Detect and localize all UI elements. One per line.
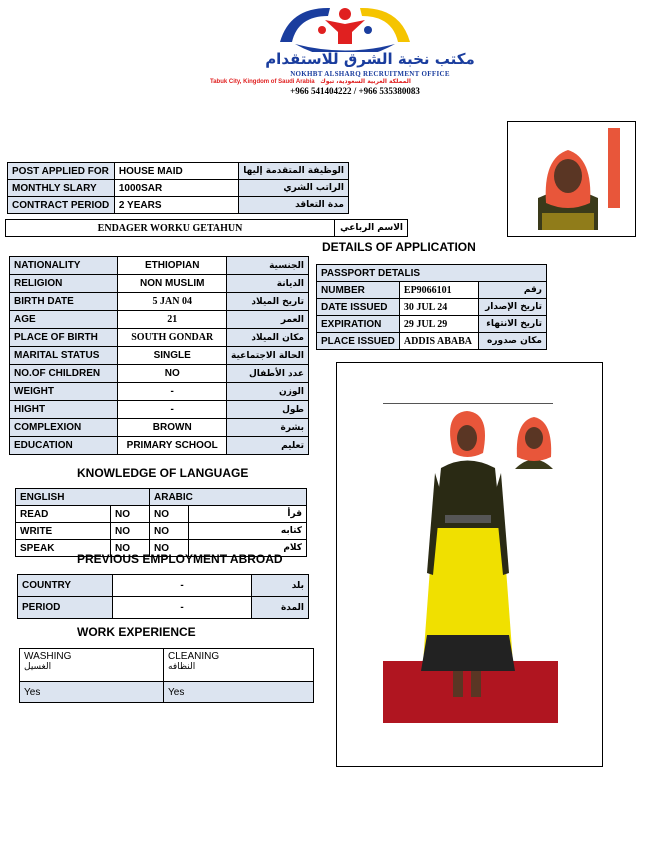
details-row <box>10 293 309 311</box>
arabic-monthly-salary: الراتب الشري <box>239 180 349 197</box>
company-arabic-name: مكتب نخبة الشرق للاستقدام <box>265 50 475 68</box>
work-experience-header-row <box>20 649 314 682</box>
passport-row <box>317 316 547 333</box>
value-monthly-salary: 1000SAR <box>114 180 238 197</box>
details-arabic: طول <box>227 401 309 419</box>
details-label: PLACE OF BIRTH <box>10 329 118 347</box>
details-value: 21 <box>118 311 227 329</box>
details-table <box>9 256 309 455</box>
details-row <box>10 347 309 365</box>
details-row <box>10 437 309 455</box>
passport-label: NUMBER <box>317 282 400 299</box>
arabic-contract-period: مدة التعاقد <box>239 197 349 214</box>
row-full-name <box>6 220 408 237</box>
address-arabic: المملكة العربية السعودية، تبوك <box>320 78 411 85</box>
passport-row <box>317 282 547 299</box>
work-item-cleaning <box>164 649 314 682</box>
language-row <box>16 506 307 523</box>
passport-arabic: تاريخ الإصدار <box>478 299 546 316</box>
row-monthly-salary <box>8 180 349 197</box>
details-label: NATIONALITY <box>10 257 118 275</box>
details-label: NO.OF CHILDREN <box>10 365 118 383</box>
passport-arabic: رقم <box>478 282 546 299</box>
previous-employment-value: - <box>113 575 252 597</box>
language-header-row <box>16 489 307 506</box>
previous-employment-label: PERIOD <box>18 597 113 619</box>
company-english-name: NOKHBT ALSHARQ RECRUITMENT OFFICE <box>290 70 450 78</box>
details-arabic: العمر <box>227 311 309 329</box>
photo-strip <box>608 128 620 208</box>
value-full-name: ENDAGER WORKU GETAHUN <box>6 220 335 237</box>
language-english-level: NO <box>111 540 150 557</box>
row-post-applied <box>8 163 349 180</box>
language-arabic-level: NO <box>150 523 189 540</box>
passport-table <box>316 264 547 350</box>
language-arabic-level: NO <box>150 540 189 557</box>
language-arabic-label: قرأ <box>189 506 307 523</box>
language-title: KNOWLEDGE OF LANGUAGE <box>77 466 249 480</box>
details-row <box>10 365 309 383</box>
details-arabic: مكان الميلاد <box>227 329 309 347</box>
label-monthly-salary: MONTHLY SLARY <box>8 180 115 197</box>
arabic-full-name: الاسم الرباعي <box>335 220 408 237</box>
previous-employment-row <box>18 575 309 597</box>
passport-value: 30 JUL 24 <box>399 299 478 316</box>
details-label: COMPLEXION <box>10 419 118 437</box>
label-post-applied: POST APPLIED FOR <box>8 163 115 180</box>
details-label: RELIGION <box>10 275 118 293</box>
previous-employment-title: PREVIOUS EMPLOYMENT ABROAD <box>77 552 283 566</box>
company-logo <box>270 2 420 52</box>
details-row <box>10 383 309 401</box>
company-phones: +966 541404222 / +966 535380083 <box>290 86 420 96</box>
details-title: DETAILS OF APPLICATION <box>322 240 476 254</box>
previous-employment-arabic: بلد <box>252 575 309 597</box>
passport-value: EP9066101 <box>399 282 478 299</box>
work-item-washing <box>20 649 164 682</box>
passport-arabic: تاريخ الانتهاء <box>478 316 546 333</box>
details-value: PRIMARY SCHOOL <box>118 437 227 455</box>
work-experience-table <box>19 648 314 703</box>
washing-arabic: الغسيل <box>24 662 52 672</box>
passport-title-row <box>317 265 547 282</box>
full-body-photo-frame <box>336 362 603 767</box>
language-col-english: ENGLISH <box>16 489 150 506</box>
details-value: NON MUSLIM <box>118 275 227 293</box>
washing-label: WASHING <box>24 651 72 662</box>
details-value: - <box>118 383 227 401</box>
full-name-table <box>5 219 408 237</box>
details-label: WEIGHT <box>10 383 118 401</box>
language-arabic-label: كلام <box>189 540 307 557</box>
language-skill: SPEAK <box>16 540 111 557</box>
previous-employment-row <box>18 597 309 619</box>
language-arabic-level: NO <box>150 506 189 523</box>
job-header-table <box>7 162 349 214</box>
passport-arabic: مكان صدوره <box>478 333 546 350</box>
language-arabic-label: كتابه <box>189 523 307 540</box>
details-arabic: الديانة <box>227 275 309 293</box>
details-row <box>10 257 309 275</box>
details-arabic: بشرة <box>227 419 309 437</box>
passport-title: PASSPORT DETALIS <box>317 265 547 282</box>
applicant-headshot-photo <box>528 128 608 230</box>
passport-label: DATE ISSUED <box>317 299 400 316</box>
details-row <box>10 311 309 329</box>
passport-value: ADDIS ABABA <box>399 333 478 350</box>
passport-value: 29 JUL 29 <box>399 316 478 333</box>
cleaning-label: CLEANING <box>168 651 220 662</box>
previous-employment-arabic: المدة <box>252 597 309 619</box>
details-label: BIRTH DATE <box>10 293 118 311</box>
details-value: ETHIOPIAN <box>118 257 227 275</box>
details-value: - <box>118 401 227 419</box>
details-value: NO <box>118 365 227 383</box>
applicant-small-photo <box>511 405 557 469</box>
details-arabic: تعليم <box>227 437 309 455</box>
details-row <box>10 275 309 293</box>
language-english-level: NO <box>111 523 150 540</box>
details-row <box>10 419 309 437</box>
details-label: MARITAL STATUS <box>10 347 118 365</box>
work-experience-values-row <box>20 682 314 703</box>
passport-row <box>317 299 547 316</box>
details-value: SINGLE <box>118 347 227 365</box>
work-experience-title: WORK EXPERIENCE <box>77 625 196 639</box>
previous-employment-label: COUNTRY <box>18 575 113 597</box>
address-english: Tabuk City, Kingdom of Saudi Arabia <box>210 79 315 85</box>
details-label: EDUCATION <box>10 437 118 455</box>
details-value: BROWN <box>118 419 227 437</box>
details-arabic: تاريخ الميلاد <box>227 293 309 311</box>
label-contract-period: CONTRACT PERIOD <box>8 197 115 214</box>
language-table <box>15 488 307 557</box>
previous-employment-table <box>17 574 309 619</box>
washing-value: Yes <box>20 682 164 703</box>
row-contract-period <box>8 197 349 214</box>
details-label: HIGHT <box>10 401 118 419</box>
previous-employment-value: - <box>113 597 252 619</box>
details-arabic: الجنسية <box>227 257 309 275</box>
details-arabic: الوزن <box>227 383 309 401</box>
value-post-applied: HOUSE MAID <box>114 163 238 180</box>
cleaning-arabic: النظافه <box>168 662 196 672</box>
details-value: 5 JAN 04 <box>118 293 227 311</box>
details-row <box>10 329 309 347</box>
value-contract-period: 2 YEARS <box>114 197 238 214</box>
language-col-arabic: ARABIC <box>150 489 307 506</box>
language-row <box>16 523 307 540</box>
passport-label: EXPIRATION <box>317 316 400 333</box>
passport-label: PLACE ISSUED <box>317 333 400 350</box>
company-address <box>210 78 490 85</box>
details-arabic: الحالة الاجتماعية <box>227 347 309 365</box>
language-skill: READ <box>16 506 111 523</box>
letterhead <box>210 0 490 100</box>
language-skill: WRITE <box>16 523 111 540</box>
passport-photo-frame <box>507 121 636 237</box>
details-value: SOUTH GONDAR <box>118 329 227 347</box>
language-english-level: NO <box>111 506 150 523</box>
details-arabic: عدد الأطفال <box>227 365 309 383</box>
arabic-post-applied: الوظيفة المتقدمة إليها <box>239 163 349 180</box>
cleaning-value: Yes <box>164 682 314 703</box>
details-row <box>10 401 309 419</box>
passport-row <box>317 333 547 350</box>
details-label: AGE <box>10 311 118 329</box>
